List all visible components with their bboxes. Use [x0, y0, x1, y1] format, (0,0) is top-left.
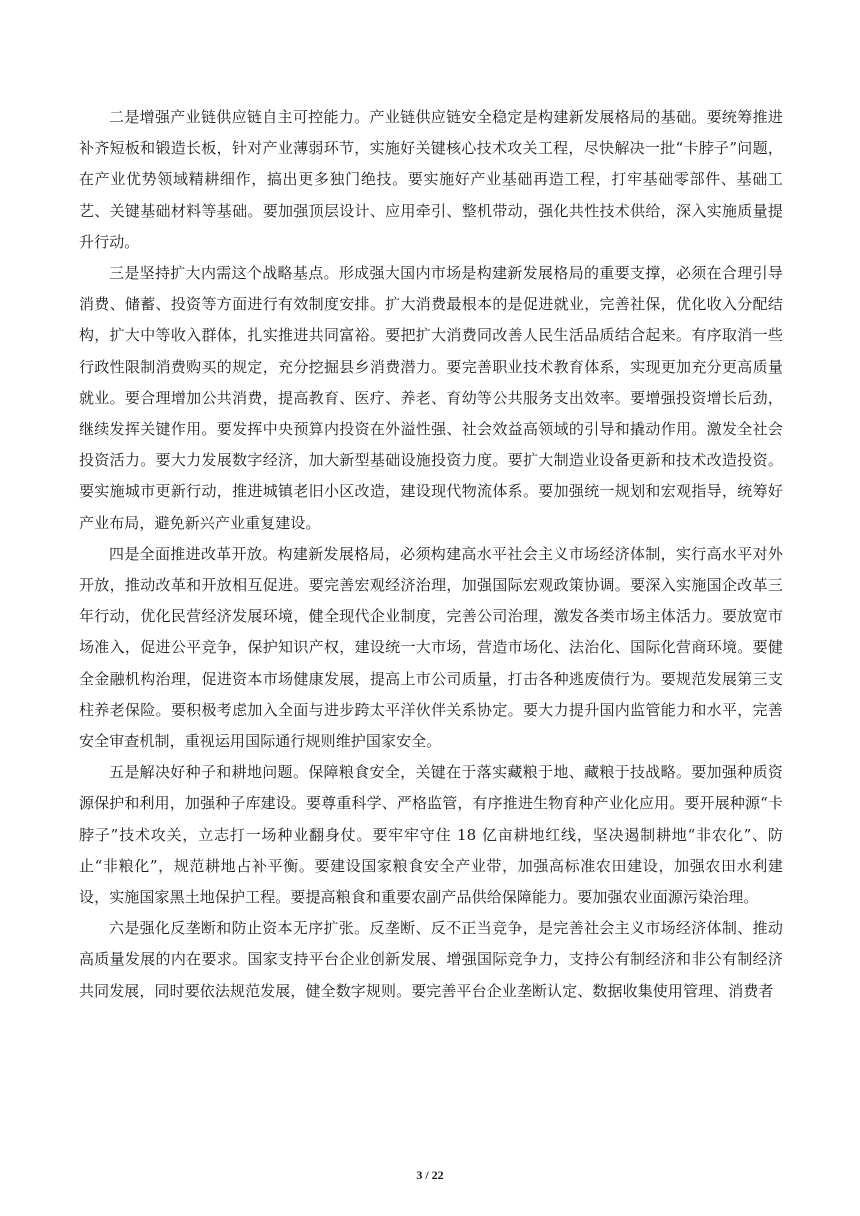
paragraph-2-supply-chain: 二是增强产业链供应链自主可控能力。产业链供应链安全稳定是构建新发展格局的基础。要统筹推进补齐短板和锻造长板，针对产业薄弱环节，实施好关键核心技术攻关工程，尽快解决一批“卡脖子”问题，在产业优势领域精耕细作，搞出更多独门绝技。要实施好产业基础再造工程，打牢基础零部件、基础工艺、关键基础材料等基础。要加强顶层设计、应用牵引、整机带动，强化共性技术供给，深入实施质量提升行动。	[79, 108, 783, 251]
paragraph-6-anti-monopoly: 六是强化反垄断和防止资本无序扩张。反垄断、反不正当竞争，是完善社会主义市场经济体制、推动高质量发展的内在要求。国家支持平台企业创新发展、增强国际竞争力，支持公有制经济和非公有制经济共同发展，同时要依法规范发展，健全数字规则。要完善平台企业垄断认定、数据收集使用管理、消费者	[79, 919, 783, 1000]
paragraph-3-domestic-demand: 三是坚持扩大内需这个战略基点。形成强大国内市场是构建新发展格局的重要支撑，必须在合理引导消费、储蓄、投资等方面进行有效制度安排。扩大消费最根本的是促进就业，完善社保，优化收入分配结构，扩大中等收入群体，扎实推进共同富裕。要把扩大消费同改善人民生活品质结合起来。有序取消一些行政性限制消费购买的规定，充分挖掘县乡消费潜力。要完善职业技术教育体系，实现更加充分更高质量就业。要合理增加公共消费，提高教育、医疗、养老、育幼等公共服务支出效率。要增强投资增长后劲，继续发挥关键作用。要发挥中央预算内投资在外溢性强、社会效益高领域的引导和撬动作用。激发全社会投资活力。要大力发展数字经济，加大新型基础设施投资力度。要扩大制造业设备更新和技术改造投资。要实施城市更新行动，推进城镇老旧小区改造，建设现代物流体系。要加强统一规划和宏观指导，统筹好产业布局，避免新兴产业重复建设。	[79, 264, 783, 532]
paragraph-4-reform-opening: 四是全面推进改革开放。构建新发展格局，必须构建高水平社会主义市场经济体制，实行高水平对外开放，推动改革和开放相互促进。要完善宏观经济治理，加强国际宏观政策协调。要深入实施国企改革三年行动，优化民营经济发展环境，健全现代企业制度，完善公司治理，激发各类市场主体活力。要放宽市场准入，促进公平竞争，保护知识产权，建设统一大市场，营造市场化、法治化、国际化营商环境。要健全金融机构治理，促进资本市场健康发展，提高上市公司质量，打击各种逃废债行为。要规范发展第三支柱养老保险。要积极考虑加入全面与进步跨太平洋伙伴关系协定。要大力提升国内监管能力和水平，完善安全审查机制，重视运用国际通行规则维护国家安全。	[79, 544, 783, 751]
page-number: 3 / 22	[416, 1168, 444, 1182]
paragraph-5-seeds-farmland: 五是解决好种子和耕地问题。保障粮食安全，关键在于落实藏粮于地、藏粮于技战略。要加强种质资源保护和利用，加强种子库建设。要尊重科学、严格监管，有序推进生物育种产业化应用。要开展种源“卡脖子”技术攻关，立志打一场种业翻身仗。要牢牢守住 18 亿亩耕地红线，坚决遏制耕地“非农化”、防止“非粮化”，规范耕地占补平衡。要建设国家粮食安全产业带，加强高标准农田建设，加强农田水利建设，实施国家黑土地保护工程。要提高粮食和重要农副产品供给保障能力。要加强农业面源污染治理。	[79, 763, 783, 907]
page-content	[79, 102, 783, 1007]
